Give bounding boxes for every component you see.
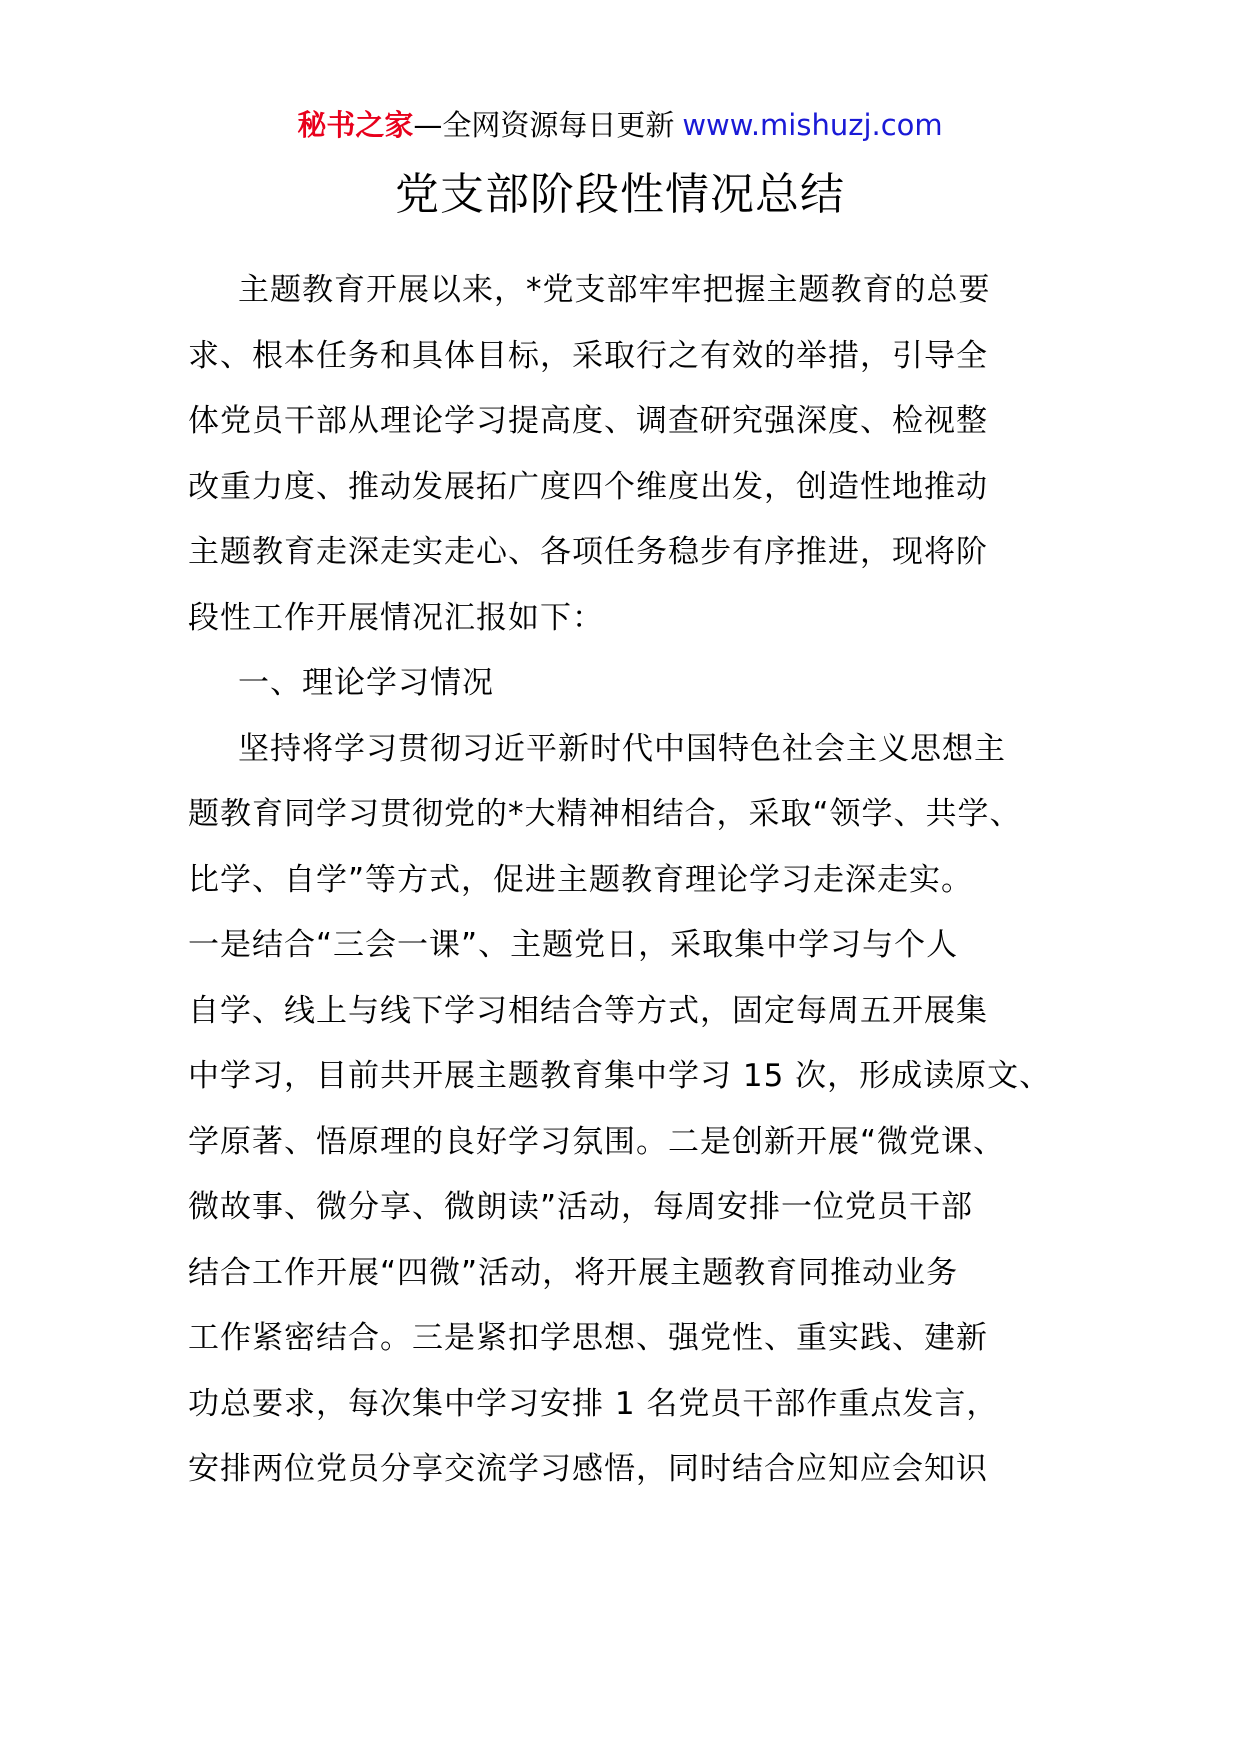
section-heading: 一、理论学习情况 xyxy=(238,665,494,701)
document-title: 党支部阶段性情况总结 xyxy=(395,169,845,220)
body-line: 比学、自学”等方式，促进主题教育理论学习走深走实。 xyxy=(188,861,974,898)
site-banner xyxy=(0,100,1240,150)
body-line: 段性工作开展情况汇报如下： xyxy=(188,599,604,636)
body-line: 自学、线上与线下学习相结合等方式，固定每周五开展集 xyxy=(188,992,988,1029)
body-line: 求、根本任务和具体目标，采取行之有效的举措，引导全 xyxy=(188,337,988,374)
brand-name: 秘书之家 xyxy=(297,108,414,142)
banner-slogan: —全网资源每日更新 xyxy=(413,108,675,142)
body-line: 微故事、微分享、微朗读”活动，每周安排一位党员干部 xyxy=(188,1189,974,1225)
body-line: 主题教育走深走实走心、各项任务稳步有序推进，现将阶 xyxy=(188,534,988,570)
body-line: 改重力度、推动发展拓广度四个维度出发，创造性地推动 xyxy=(188,468,988,505)
body-line: 坚持将学习贯彻习近平新时代中国特色社会主义思想主 xyxy=(238,730,1006,767)
body-line: 一是结合“三会一课”、主题党日，采取集中学习与个人 xyxy=(188,927,959,963)
body-line: 题教育同学习贯彻党的*大精神相结合，采取“领学、共学、 xyxy=(188,796,1022,832)
body-line: 安排两位党员分享交流学习感悟，同时结合应知应会知识 xyxy=(188,1451,988,1487)
body-line: 中学习，目前共开展主题教育集中学习 15 次，形成读原文、 xyxy=(188,1058,1052,1094)
body-line: 学原著、悟原理的良好学习氛围。二是创新开展“微党课、 xyxy=(188,1123,1006,1160)
body-line: 结合工作开展“四微”活动，将开展主题教育同推动业务 xyxy=(188,1254,959,1291)
document-body xyxy=(188,258,1078,1503)
body-line: 工作紧密结合。三是紧扣学思想、强党性、重实践、建新 xyxy=(188,1320,988,1356)
body-line: 功总要求，每次集中学习安排 1 名党员干部作重点发言， xyxy=(188,1385,999,1422)
body-line: 主题教育开展以来，*党支部牢牢把握主题教育的总要 xyxy=(238,272,991,308)
site-url-link[interactable]: www.mishuzj.com xyxy=(682,108,943,142)
body-line: 体党员干部从理论学习提高度、调查研究强深度、检视整 xyxy=(188,403,988,439)
